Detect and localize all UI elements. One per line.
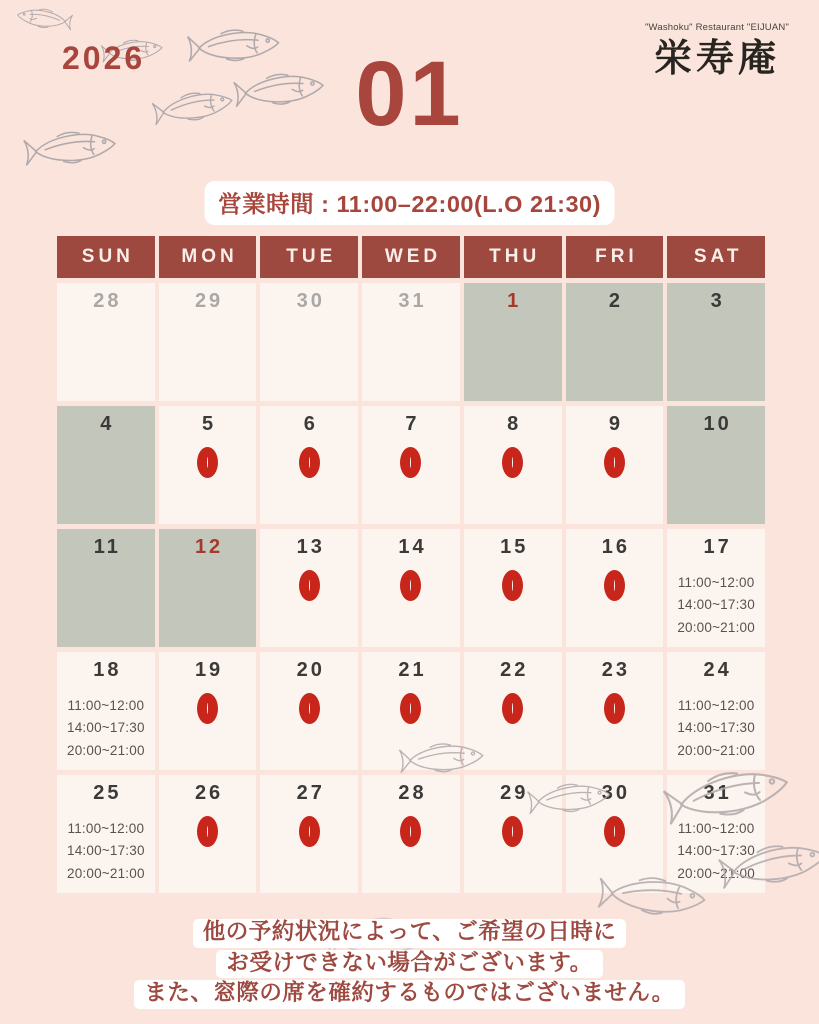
day-number: 11	[93, 536, 121, 558]
day-cell-0-31	[362, 283, 460, 401]
day-number: 25	[93, 782, 122, 804]
day-cell-2-15	[464, 529, 562, 647]
time-slot: 20:00~21:00	[67, 865, 145, 881]
footer-line: また、窓際の席を確約するものではございません。	[0, 979, 819, 1010]
day-cell-0-2	[566, 283, 664, 401]
day-number: 2	[608, 290, 623, 312]
open-circle-icon	[299, 447, 320, 478]
day-cell-2-13	[260, 529, 358, 647]
day-cell-0-30	[260, 283, 358, 401]
day-number: 26	[194, 782, 224, 804]
day-cell-1-7	[362, 406, 460, 524]
weekday-header-sun: SUN	[57, 236, 155, 278]
brand-tagline: "Washoku" Restaurant "EIJUAN"	[644, 22, 790, 33]
day-number: 23	[601, 659, 631, 681]
day-cell-2-11	[57, 529, 155, 647]
month-label: 01	[355, 43, 464, 145]
footer-note	[0, 918, 819, 1010]
open-circle-icon	[299, 816, 320, 847]
day-cell-4-26	[159, 775, 257, 893]
open-circle-icon	[400, 570, 421, 601]
day-number: 31	[398, 290, 427, 312]
time-slot: 11:00~12:00	[67, 698, 145, 713]
day-cell-4-29	[464, 775, 562, 893]
footer-line: お受けできない場合がございます。	[0, 949, 819, 980]
time-slot-list	[667, 695, 765, 762]
day-cell-1-4	[57, 406, 155, 524]
time-slot: 14:00~17:30	[67, 720, 145, 736]
day-cell-1-6	[260, 406, 358, 524]
day-number: 16	[601, 536, 631, 558]
day-cell-4-31	[667, 775, 765, 893]
day-number: 28	[398, 782, 427, 804]
day-number: 15	[500, 536, 529, 558]
day-number: 20	[296, 659, 325, 681]
time-slot-list	[667, 572, 765, 639]
time-slot: 14:00~17:30	[677, 843, 755, 859]
weekday-header-tue: TUE	[260, 236, 358, 278]
day-number: 1	[507, 290, 522, 312]
day-number: 12	[194, 536, 224, 558]
day-cell-4-27	[260, 775, 358, 893]
day-number: 18	[93, 659, 122, 681]
time-slot: 20:00~21:00	[677, 619, 755, 635]
day-number: 7	[405, 413, 420, 435]
day-cell-3-22	[464, 652, 562, 770]
day-number: 28	[93, 290, 122, 312]
day-cell-3-24	[667, 652, 765, 770]
day-cell-3-18	[57, 652, 155, 770]
day-cell-4-28	[362, 775, 460, 893]
day-cell-2-14	[362, 529, 460, 647]
open-circle-icon	[197, 816, 218, 847]
day-number: 29	[500, 782, 529, 804]
time-slot: 14:00~17:30	[67, 843, 145, 859]
day-number: 14	[398, 536, 427, 558]
day-cell-3-23	[566, 652, 664, 770]
day-number: 13	[296, 536, 325, 558]
day-number: 27	[296, 782, 325, 804]
open-circle-icon	[197, 447, 218, 478]
day-number: 30	[601, 782, 631, 804]
day-cell-1-8	[464, 406, 562, 524]
day-cell-2-16	[566, 529, 664, 647]
calendar-grid	[57, 236, 765, 893]
day-cell-3-20	[260, 652, 358, 770]
day-cell-1-9	[566, 406, 664, 524]
day-number: 5	[202, 413, 217, 435]
weekday-header-mon: MON	[159, 236, 257, 278]
day-number: 30	[296, 290, 325, 312]
brand-logo: 栄寿庵	[653, 35, 780, 80]
day-number: 3	[710, 290, 725, 312]
fish-sketch-icon	[16, 6, 73, 32]
open-circle-icon	[502, 570, 523, 601]
time-slot: 14:00~17:30	[677, 720, 755, 736]
day-number: 29	[194, 290, 224, 312]
open-circle-icon	[400, 447, 421, 478]
time-slot-list	[57, 695, 155, 762]
restaurant-brand	[631, 22, 803, 79]
time-slot: 20:00~21:00	[67, 742, 145, 758]
day-cell-2-17	[667, 529, 765, 647]
day-number: 17	[703, 536, 732, 558]
day-cell-4-25	[57, 775, 155, 893]
open-circle-icon	[604, 693, 625, 724]
day-number: 22	[500, 659, 529, 681]
time-slot: 20:00~21:00	[677, 865, 755, 881]
weekday-header-wed: WED	[362, 236, 460, 278]
day-number: 19	[194, 659, 224, 681]
day-number: 8	[507, 413, 522, 435]
time-slot-list	[57, 818, 155, 885]
open-circle-icon	[197, 693, 218, 724]
day-cell-2-12	[159, 529, 257, 647]
open-circle-icon	[604, 447, 625, 478]
day-number: 4	[100, 413, 115, 435]
day-number: 21	[398, 659, 427, 681]
open-circle-icon	[299, 570, 320, 601]
weekday-header-sat: SAT	[667, 236, 765, 278]
day-number: 31	[703, 782, 732, 804]
time-slot: 11:00~12:00	[67, 821, 145, 836]
time-slot-list	[667, 818, 765, 885]
day-cell-0-28	[57, 283, 155, 401]
weekday-header-thu: THU	[464, 236, 562, 278]
open-circle-icon	[502, 816, 523, 847]
time-slot: 14:00~17:30	[677, 597, 755, 613]
day-number: 6	[303, 413, 318, 435]
open-circle-icon	[400, 816, 421, 847]
business-hours-badge: 営業時間 : 11:00–22:00(L.O 21:30)	[204, 181, 615, 225]
open-circle-icon	[502, 693, 523, 724]
open-circle-icon	[502, 447, 523, 478]
time-slot: 11:00~12:00	[677, 698, 755, 713]
day-cell-3-19	[159, 652, 257, 770]
day-number: 24	[703, 659, 732, 681]
day-cell-3-21	[362, 652, 460, 770]
day-number: 10	[703, 413, 732, 435]
day-cell-0-29	[159, 283, 257, 401]
day-number: 9	[608, 413, 623, 435]
day-cell-0-3	[667, 283, 765, 401]
day-cell-1-10	[667, 406, 765, 524]
open-circle-icon	[604, 570, 625, 601]
open-circle-icon	[604, 816, 625, 847]
day-cell-4-30	[566, 775, 664, 893]
footer-line: 他の予約状況によって、ご希望の日時に	[0, 918, 819, 949]
open-circle-icon	[400, 693, 421, 724]
day-cell-1-5	[159, 406, 257, 524]
time-slot: 11:00~12:00	[677, 821, 755, 836]
day-cell-0-1	[464, 283, 562, 401]
time-slot: 11:00~12:00	[677, 575, 755, 590]
weekday-header-fri: FRI	[566, 236, 664, 278]
open-circle-icon	[299, 693, 320, 724]
time-slot: 20:00~21:00	[677, 742, 755, 758]
year-label: 2026	[62, 40, 146, 76]
